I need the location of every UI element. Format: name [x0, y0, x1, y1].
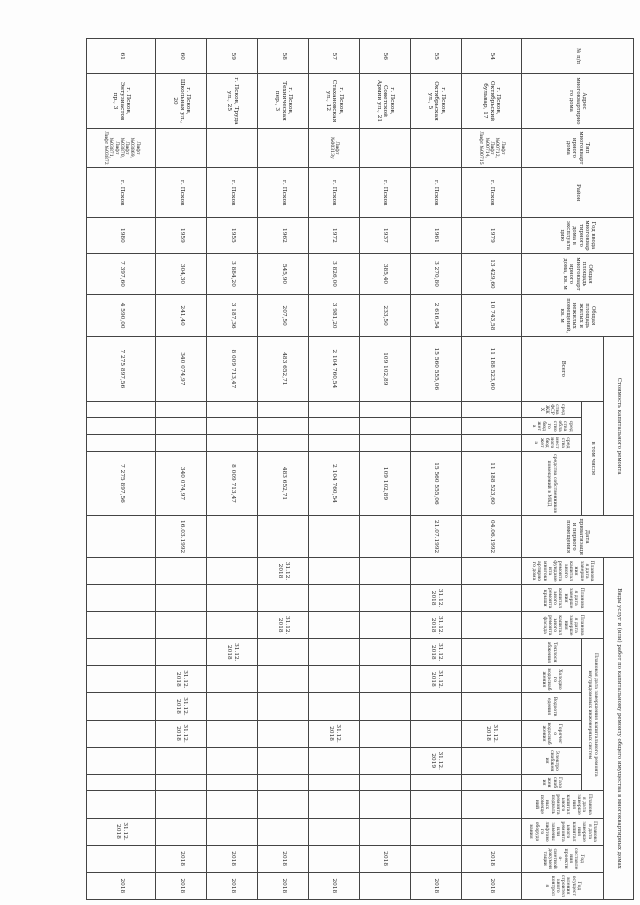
cost-owners-cell: 109 102,89 — [360, 451, 411, 516]
table-sheet — [86, 38, 634, 900]
total-area-cell: 545,90 — [258, 253, 309, 295]
cost-region-cell — [410, 418, 461, 435]
cost-fund-cell — [461, 401, 521, 418]
design-year-cell: 2018 — [156, 845, 207, 872]
address-cell: г. Псков, Энтузиастов пр., 3 — [87, 74, 157, 128]
control-year-cell — [360, 872, 411, 899]
control-year-cell: 2018 — [87, 872, 157, 899]
sewer-date-cell — [410, 693, 461, 720]
house-type-cell: Лифт №03869, Лифт №03870, Лифт №03871, Лифт №03872 — [87, 128, 157, 168]
table-row — [309, 39, 360, 900]
roof-date-cell — [461, 585, 521, 612]
year-built-cell: 1972 — [309, 218, 360, 253]
total-area-cell: 7 397,60 — [87, 253, 157, 295]
hot-water-date-cell: 31.12.2018 — [461, 720, 521, 747]
gas-date-cell — [461, 774, 521, 791]
hot-water-date-cell: 31.12.2018 — [156, 720, 207, 747]
electric-date-cell: 31.12.2019 — [410, 747, 461, 774]
sewer-date-cell — [309, 693, 360, 720]
table-row — [258, 39, 309, 900]
sewer-date-cell — [258, 693, 309, 720]
cost-total-cell: 7 275 897,56 — [87, 337, 157, 402]
header-systems-group: Плановая дата завершения капитального ремонта внутридомовых инженерных систем — [582, 639, 604, 791]
table-header — [522, 39, 634, 900]
cold-water-date-cell — [461, 666, 521, 693]
total-area-cell: 385,40 — [360, 253, 411, 295]
heat-date-cell — [156, 639, 207, 666]
basement-date-cell — [360, 791, 411, 818]
cost-owners-cell: 7 275 897,56 — [87, 451, 157, 516]
header-system-cold: Холодного водоснабжения — [522, 666, 582, 693]
gas-date-cell — [207, 774, 258, 791]
district-cell: г. Псков — [156, 168, 207, 218]
roof-date-cell — [207, 585, 258, 612]
design-year-cell — [309, 845, 360, 872]
lift-date-cell — [258, 818, 309, 845]
electric-date-cell — [258, 747, 309, 774]
living-area-cell: 3 981,20 — [309, 295, 360, 337]
heat-date-cell — [461, 639, 521, 666]
foundation-date-cell: 31.12.2018 — [258, 558, 309, 585]
basement-date-cell — [309, 791, 360, 818]
heat-date-cell: 31.12.2018 — [410, 639, 461, 666]
cost-total-cell: 109 102,89 — [360, 337, 411, 402]
cost-local-cell — [360, 434, 411, 451]
address-cell: г. Псков, Стахановская ул., 12 — [309, 74, 360, 128]
living-area-cell: 2 616,54 — [410, 295, 461, 337]
heat-date-cell — [360, 639, 411, 666]
address-cell: г. Псков, Школьная ул., 20 — [156, 74, 207, 128]
hot-water-date-cell — [410, 720, 461, 747]
row-number-cell: 56 — [360, 39, 411, 74]
district-cell: г. Псков — [207, 168, 258, 218]
electric-date-cell — [87, 747, 157, 774]
cost-region-cell — [258, 418, 309, 435]
header-cost-group: Стоимость капитального ремонта — [604, 337, 634, 516]
cost-region-cell — [360, 418, 411, 435]
design-year-cell: 2018 — [461, 845, 521, 872]
gas-date-cell — [360, 774, 411, 791]
design-year-cell — [87, 845, 157, 872]
privatization-date-cell — [207, 516, 258, 558]
year-built-cell: 1961 — [410, 218, 461, 253]
cost-fund-cell — [87, 401, 157, 418]
roof-date-cell — [258, 585, 309, 612]
cost-local-cell — [156, 434, 207, 451]
house-type-cell: Лифт №00712, Лифт №00714, Лифт №00715 — [461, 128, 521, 168]
house-type-cell — [207, 128, 258, 168]
table-row — [360, 39, 411, 900]
header-work-facade: Плановая дата завершения капитального ремонта фасада — [522, 612, 604, 639]
design-year-cell: 2018 — [360, 845, 411, 872]
sewer-date-cell: 31.12.2018 — [156, 693, 207, 720]
facade-date-cell — [207, 612, 258, 639]
privatization-date-cell — [258, 516, 309, 558]
privatization-date-cell: 21.07.1992 — [410, 516, 461, 558]
cost-total-cell: 2 104 760,54 — [309, 337, 360, 402]
gas-date-cell — [258, 774, 309, 791]
cost-total-cell: 11 188 523,60 — [461, 337, 521, 402]
foundation-date-cell — [156, 558, 207, 585]
cost-local-cell — [258, 434, 309, 451]
sewer-date-cell — [461, 693, 521, 720]
cost-region-cell — [87, 418, 157, 435]
year-built-cell: 1980 — [87, 218, 157, 253]
cost-owners-cell: 2 104 760,54 — [309, 451, 360, 516]
hot-water-date-cell: 31.12.2018 — [309, 720, 360, 747]
header-cost-owners: средства собственников помещений в МКД — [522, 451, 582, 516]
lift-date-cell — [156, 818, 207, 845]
cost-owners-cell: 11 188 523,60 — [461, 451, 521, 516]
hot-water-date-cell — [360, 720, 411, 747]
cost-total-cell: 15 560 555,06 — [410, 337, 461, 402]
control-year-cell: 2018 — [410, 872, 461, 899]
sewer-date-cell — [207, 693, 258, 720]
total-area-cell: 13 429,60 — [461, 253, 521, 295]
lift-date-cell: 31.12.2018 — [87, 818, 157, 845]
table-body — [87, 39, 522, 900]
roof-date-cell — [156, 585, 207, 612]
house-type-cell — [410, 128, 461, 168]
sewer-date-cell — [87, 693, 157, 720]
cost-total-cell: 483 652,71 — [258, 337, 309, 402]
header-year-built: Год ввода многоквартирного дома в эксплуатацию — [522, 218, 634, 253]
header-system-gas: Газоснабжения — [522, 774, 582, 791]
row-number-cell: 59 — [207, 39, 258, 74]
row-number-cell: 61 — [87, 39, 157, 74]
total-area-cell: 304,30 — [156, 253, 207, 295]
header-cost-local: средства местного бюджета — [522, 434, 582, 451]
header-house-type: Тип многоквартирного дома — [522, 128, 634, 168]
header-address: Адрес многоквартирного дома — [522, 74, 634, 128]
year-built-cell: 1962 — [258, 218, 309, 253]
roof-date-cell: 31.12.2018 — [410, 585, 461, 612]
cost-fund-cell — [207, 401, 258, 418]
header-cost-region: средства областного бюджета — [522, 418, 582, 435]
table-row — [410, 39, 461, 900]
basement-date-cell — [87, 791, 157, 818]
cost-fund-cell — [309, 401, 360, 418]
facade-date-cell — [156, 612, 207, 639]
gas-date-cell — [87, 774, 157, 791]
hot-water-date-cell — [258, 720, 309, 747]
lift-date-cell — [410, 818, 461, 845]
basement-date-cell — [207, 791, 258, 818]
living-area-cell: 4 590,00 — [87, 295, 157, 337]
year-built-cell: 1937 — [360, 218, 411, 253]
district-cell: г. Псков — [410, 168, 461, 218]
district-cell: г. Псков — [87, 168, 157, 218]
cost-total-cell: 8 009 713,47 — [207, 337, 258, 402]
house-type-cell — [156, 128, 207, 168]
facade-date-cell: 31.12.2018 — [410, 612, 461, 639]
cold-water-date-cell: 31.12.2018 — [156, 666, 207, 693]
house-type-cell — [360, 128, 411, 168]
gas-date-cell — [156, 774, 207, 791]
header-cost-total: Всего — [522, 337, 604, 402]
cost-local-cell — [461, 434, 521, 451]
design-year-cell — [410, 845, 461, 872]
cost-region-cell — [156, 418, 207, 435]
capital-repair-table — [86, 38, 634, 900]
header-first-privatization: Дата приватизации первого помещения — [522, 516, 634, 558]
header-system-heat: Теплоснабжения — [522, 639, 582, 666]
district-cell: г. Псков — [360, 168, 411, 218]
control-year-cell: 2018 — [309, 872, 360, 899]
control-year-cell: 2018 — [461, 872, 521, 899]
privatization-date-cell — [360, 516, 411, 558]
living-area-cell: 207,50 — [258, 295, 309, 337]
roof-date-cell — [87, 585, 157, 612]
district-cell: г. Псков — [309, 168, 360, 218]
address-cell: г. Псков, Труда ул., 25 — [207, 74, 258, 128]
heat-date-cell — [87, 639, 157, 666]
cost-owners-cell: 483 652,71 — [258, 451, 309, 516]
gas-date-cell — [410, 774, 461, 791]
cost-local-cell — [410, 434, 461, 451]
year-built-cell: 1959 — [156, 218, 207, 253]
roof-date-cell — [360, 585, 411, 612]
foundation-date-cell — [461, 558, 521, 585]
year-built-cell: 1955 — [207, 218, 258, 253]
basement-date-cell — [410, 791, 461, 818]
electric-date-cell — [207, 747, 258, 774]
cost-fund-cell — [410, 401, 461, 418]
header-work-foundation: Плановая дата завершения капитального ремонта фундамента многоквартирного дома — [522, 558, 604, 585]
cost-fund-cell — [156, 401, 207, 418]
privatization-date-cell — [87, 516, 157, 558]
district-cell: г. Псков — [461, 168, 521, 218]
row-number-cell: 54 — [461, 39, 521, 74]
living-area-cell: 3 187,36 — [207, 295, 258, 337]
house-type-cell — [258, 128, 309, 168]
header-cost-fund: средства ФСР ЖКХ — [522, 401, 582, 418]
address-cell: г. Псков, Советской Армии ул., 21 — [360, 74, 411, 128]
cost-fund-cell — [258, 401, 309, 418]
house-type-cell: Лифт №00313у — [309, 128, 360, 168]
cost-owners-cell: 340 074,97 — [156, 451, 207, 516]
roof-date-cell — [309, 585, 360, 612]
cost-owners-cell: 15 560 555,06 — [410, 451, 461, 516]
header-work-lift: Плановая дата завершения капитального ремонта или замены лифтового оборудования — [522, 818, 604, 845]
district-cell: г. Псков — [258, 168, 309, 218]
year-built-cell: 1979 — [461, 218, 521, 253]
foundation-date-cell — [309, 558, 360, 585]
header-living-area: Общая площадь жилых и нежилых помещений, кв. м — [522, 295, 634, 337]
heat-date-cell — [309, 639, 360, 666]
address-cell: г. Псков, Октябрьская ул., 5 — [410, 74, 461, 128]
heat-date-cell: 31.12.2018 — [207, 639, 258, 666]
lift-date-cell — [207, 818, 258, 845]
cold-water-date-cell — [360, 666, 411, 693]
gas-date-cell — [309, 774, 360, 791]
total-area-cell: 3 884,20 — [207, 253, 258, 295]
row-number-cell: 60 — [156, 39, 207, 74]
lift-date-cell — [360, 818, 411, 845]
cold-water-date-cell: 31.12.2018 — [410, 666, 461, 693]
electric-date-cell — [309, 747, 360, 774]
table-row — [87, 39, 157, 900]
header-work-basement: Плановая дата завершения капитального ремонта подвальных помещений — [522, 791, 604, 818]
foundation-date-cell — [410, 558, 461, 585]
table-row — [156, 39, 207, 900]
cold-water-date-cell — [87, 666, 157, 693]
control-year-cell: 2018 — [156, 872, 207, 899]
cost-region-cell — [461, 418, 521, 435]
cost-total-cell: 340 074,97 — [156, 337, 207, 402]
design-year-cell: 2018 — [207, 845, 258, 872]
header-system-sewer: Водоотведения — [522, 693, 582, 720]
row-number-cell: 58 — [258, 39, 309, 74]
electric-date-cell — [360, 747, 411, 774]
electric-date-cell — [461, 747, 521, 774]
cold-water-date-cell — [207, 666, 258, 693]
rotated-table — [86, 38, 634, 900]
privatization-date-cell — [309, 516, 360, 558]
header-system-hot: Горячего водоснабжения — [522, 720, 582, 747]
cost-local-cell — [309, 434, 360, 451]
row-number-cell: 57 — [309, 39, 360, 74]
header-work-pcd: Год составления проектно-сметной документации — [522, 845, 604, 872]
cold-water-date-cell — [309, 666, 360, 693]
header-system-electric: Электроснабжения — [522, 747, 582, 774]
living-area-cell: 233,50 — [360, 295, 411, 337]
cost-local-cell — [87, 434, 157, 451]
sewer-date-cell — [360, 693, 411, 720]
header-row-no: № п/п — [522, 39, 634, 74]
facade-date-cell — [461, 612, 521, 639]
header-work-roof: Плановая дата завершения капитального ремонта крыши — [522, 585, 604, 612]
hot-water-date-cell — [87, 720, 157, 747]
facade-date-cell — [87, 612, 157, 639]
cost-region-cell — [309, 418, 360, 435]
control-year-cell: 2018 — [207, 872, 258, 899]
facade-date-cell — [309, 612, 360, 639]
living-area-cell: 10 743,58 — [461, 295, 521, 337]
header-district: Район — [522, 168, 634, 218]
living-area-cell: 241,40 — [156, 295, 207, 337]
header-total-area: Общая площадь многоквартирного дома, кв. м — [522, 253, 634, 295]
row-number-cell: 55 — [410, 39, 461, 74]
cold-water-date-cell — [258, 666, 309, 693]
foundation-date-cell — [87, 558, 157, 585]
basement-date-cell — [156, 791, 207, 818]
cost-fund-cell — [360, 401, 411, 418]
facade-date-cell: 31.12.2018 — [258, 612, 309, 639]
table-row — [461, 39, 521, 900]
foundation-date-cell — [207, 558, 258, 585]
cost-region-cell — [207, 418, 258, 435]
hot-water-date-cell — [207, 720, 258, 747]
lift-date-cell — [309, 818, 360, 845]
electric-date-cell — [156, 747, 207, 774]
header-incl: в том числе — [582, 401, 604, 516]
design-year-cell: 2018 — [258, 845, 309, 872]
foundation-date-cell — [360, 558, 411, 585]
address-cell: г. Псков, Техническая пер., 3 — [258, 74, 309, 128]
total-area-cell: 3 270,80 — [410, 253, 461, 295]
header-work-control: Год осуществления строительного контроля — [522, 872, 604, 899]
table-row — [207, 39, 258, 900]
header-works-group: Виды услуг и (или) работ по капитальному ремонту общего имущества в многоквартирных домах — [604, 558, 634, 900]
basement-date-cell — [461, 791, 521, 818]
privatization-date-cell: 16.03.1992 — [156, 516, 207, 558]
cost-local-cell — [207, 434, 258, 451]
heat-date-cell — [258, 639, 309, 666]
privatization-date-cell: 04.06.1992 — [461, 516, 521, 558]
control-year-cell: 2018 — [258, 872, 309, 899]
basement-date-cell — [258, 791, 309, 818]
facade-date-cell — [360, 612, 411, 639]
cost-owners-cell: 8 009 713,47 — [207, 451, 258, 516]
lift-date-cell — [461, 818, 521, 845]
address-cell: г. Псков, Октябрьский бульвар, 17 — [461, 74, 521, 128]
total-area-cell: 3 826,00 — [309, 253, 360, 295]
